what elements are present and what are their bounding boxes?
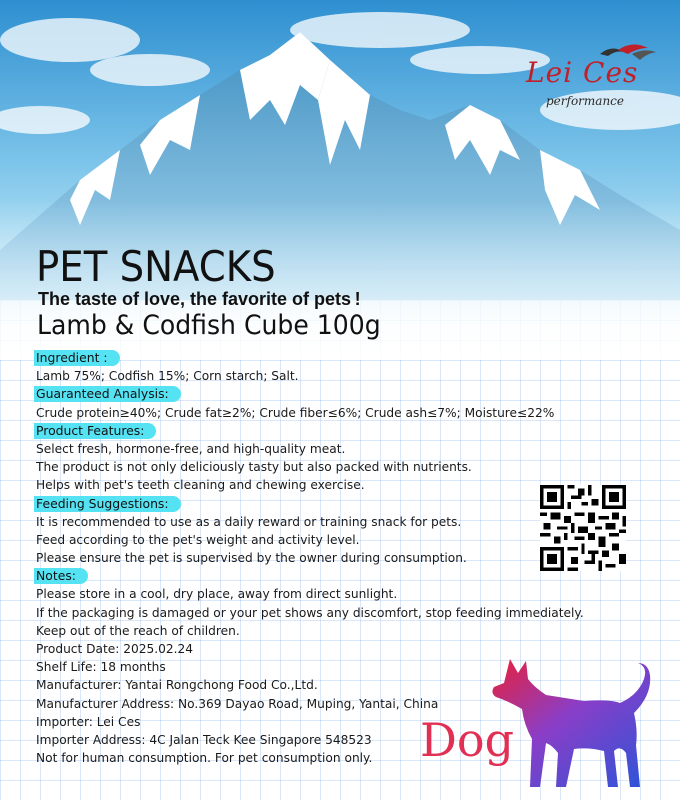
manufacturer: Manufacturer: Yantai Rongchong Food Co.,Ltd. <box>36 678 318 693</box>
importer-address: Importer Address: 4C Jalan Teck Kee Singapore 548523 <box>36 732 372 747</box>
text-line: Please store in a cool, dry place, away from direct sunlight. <box>36 587 398 602</box>
dog-wordmark: Dog <box>420 713 515 767</box>
text-line: The product is not only deliciously tasty but also packed with nutrients. <box>36 460 472 475</box>
brand-name: Lei Ces <box>526 56 639 89</box>
text-line: Lamb 75%; Codfish 15%; Corn starch; Salt. <box>36 369 299 384</box>
brand-logo <box>520 40 670 120</box>
text-line: Please ensure the pet is supervised by the owner during consumption. <box>36 551 467 566</box>
text-line: Keep out of the reach of children. <box>36 623 240 638</box>
qr-code[interactable] <box>540 485 626 571</box>
heading-feeding-suggestions: Feeding Suggestions: <box>34 496 181 512</box>
tagline: The taste of love, the favorite of pets ! <box>38 289 361 309</box>
heading-guaranteed-analysis: Guaranteed Analysis: <box>34 386 181 402</box>
text-line: Feed according to the pet's weight and activity level. <box>36 532 360 547</box>
text-line: Helps with pet's teeth cleaning and chewing exercise. <box>36 478 365 493</box>
text-line: Crude protein≥40%; Crude fat≥2%; Crude fiber≤6%; Crude ash≤7%; Moisture≤22% <box>36 405 555 420</box>
shelf-life: Shelf Life: 18 months <box>36 660 166 675</box>
heading-notes: Notes: <box>34 568 88 584</box>
heading-ingredient: Ingredient : <box>34 350 120 366</box>
product-name: Lamb & Codfish Cube 100g <box>37 310 381 341</box>
page-title: PET SNACKS <box>36 242 276 291</box>
consumption-notice: Not for human consumption. For pet consumption only. <box>36 751 373 766</box>
text-line: It is recommended to use as a daily reward or training snack for pets. <box>36 514 462 529</box>
heading-product-features: Product Features: <box>34 423 156 439</box>
brand-subtitle: performance <box>546 94 625 108</box>
product-date: Product Date: 2025.02.24 <box>36 642 194 656</box>
text-line: Select fresh, hormone-free, and high-quality meat. <box>36 441 346 456</box>
text-line: If the packaging is damaged or your pet shows any discomfort, stop feeding immediately. <box>36 605 584 620</box>
manufacturer-address: Manufacturer Address: No.369 Dayao Road, Muping, Yantai, China <box>36 696 439 711</box>
importer: Importer: Lei Ces <box>36 714 141 729</box>
